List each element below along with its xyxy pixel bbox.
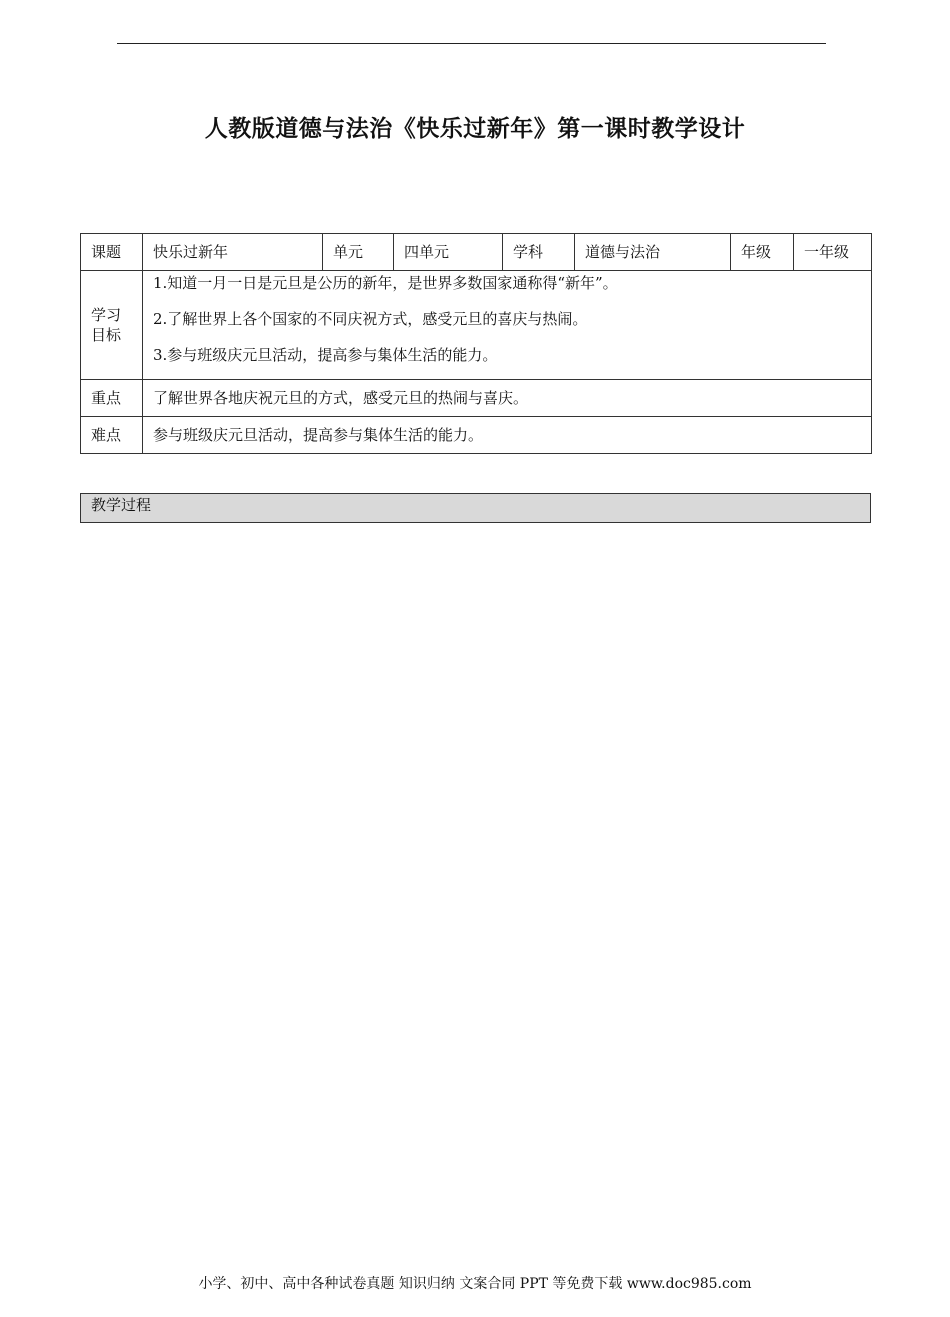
unit-label: 单元 bbox=[323, 234, 394, 271]
topic-value: 快乐过新年 bbox=[143, 234, 323, 271]
difficulty-value: 参与班级庆元旦活动，提高参与集体生活的能力。 bbox=[143, 417, 872, 454]
grade-value: 一年级 bbox=[794, 234, 872, 271]
key-point-label: 重点 bbox=[81, 380, 143, 417]
teaching-process-label: 教学过程 bbox=[91, 496, 152, 514]
learning-goal-item: 2.了解世界上各个国家的不同庆祝方式，感受元旦的喜庆与热闹。 bbox=[153, 310, 588, 328]
learning-goals-label-line: 学习 bbox=[91, 306, 122, 324]
table-row bbox=[81, 271, 872, 380]
grade-label: 年级 bbox=[731, 234, 794, 271]
document-title: 人教版道德与法治《快乐过新年》第一课时教学设计 bbox=[204, 116, 746, 142]
learning-goal-item: 3.参与班级庆元旦活动，提高参与集体生活的能力。 bbox=[153, 346, 498, 364]
table-row bbox=[81, 417, 872, 454]
page-footer: 小学、初中、高中各种试卷真题 知识归纳 文案合同 PPT 等免费下载 www.doc985.com bbox=[198, 1276, 752, 1292]
lesson-info-table bbox=[80, 233, 872, 454]
subject-value: 道德与法治 bbox=[575, 234, 731, 271]
learning-goal-item: 1.知道一月一日是元旦是公历的新年，是世界多数国家通称得“新年”。 bbox=[153, 274, 618, 292]
learning-goals-label bbox=[81, 271, 143, 380]
learning-goals-content bbox=[143, 271, 872, 380]
topic-label: 课题 bbox=[81, 234, 143, 271]
table-row bbox=[81, 234, 872, 271]
key-point-value: 了解世界各地庆祝元旦的方式，感受元旦的热闹与喜庆。 bbox=[143, 380, 872, 417]
unit-value: 四单元 bbox=[394, 234, 503, 271]
table-row bbox=[81, 380, 872, 417]
teaching-process-header bbox=[80, 493, 871, 523]
header-rule bbox=[117, 43, 826, 44]
difficulty-label: 难点 bbox=[81, 417, 143, 454]
learning-goals-label-line: 目标 bbox=[91, 326, 122, 344]
subject-label: 学科 bbox=[503, 234, 575, 271]
